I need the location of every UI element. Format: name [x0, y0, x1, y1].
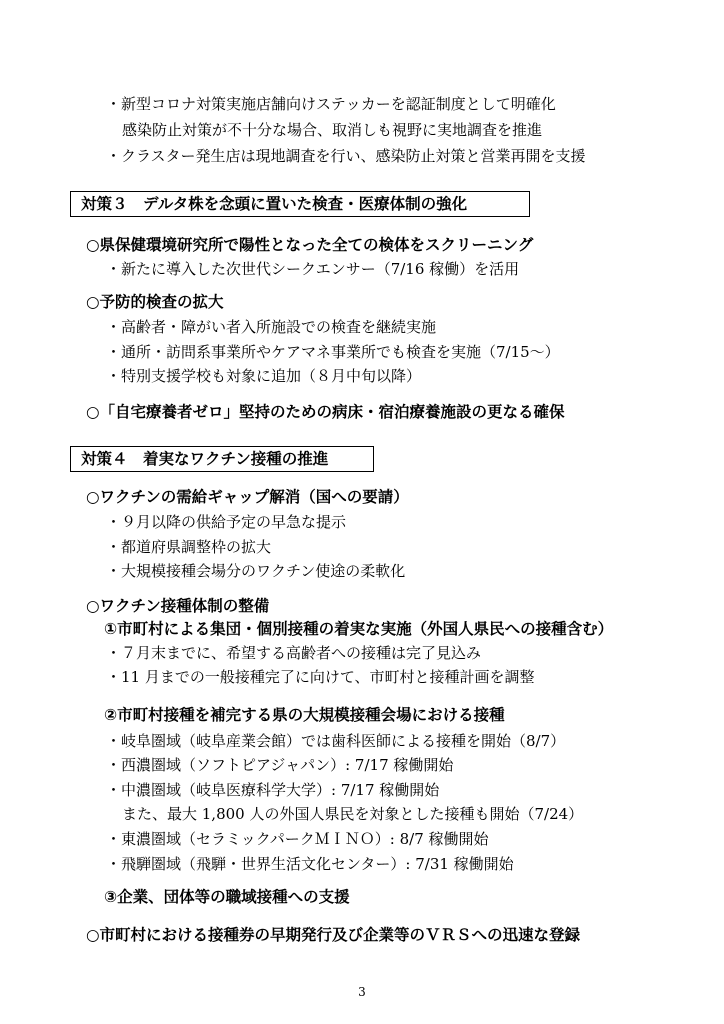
- bullet-elderly-completion: ・７月末までに、希望する高齢者への接種は完了見込み: [106, 644, 482, 662]
- subheading-workplace-support: ③企業、団体等の職域接種への支援: [104, 888, 350, 906]
- page-number: 3: [358, 985, 366, 999]
- heading-home-care-zero: ○「自宅療養者ゼロ」堅持のための病床・宿泊療養施設の更なる確保: [86, 403, 565, 421]
- bullet-gifu-area: ・岐阜圏域（岐阜産業会館）では歯科医師による接種を開始（8/7）: [106, 732, 566, 750]
- bullet-flexible-use: ・大規模接種会場分のワクチン使途の柔軟化: [106, 562, 406, 580]
- measure-4-title: 対策４ 着実なワクチン接種の推進: [70, 446, 374, 472]
- bullet-sequencer: ・新たに導入した次世代シークエンサー（7/16 稼働）を活用: [106, 260, 520, 278]
- bullet-day-services: ・通所・訪問系事業所やケアマネ事業所でも検査を実施（7/15～）: [106, 343, 560, 361]
- bullet-hida-area: ・飛騨圏域（飛騨・世界生活文化センター）: 7/31 稼働開始: [106, 855, 514, 873]
- bullet-cluster-support: ・クラスター発生店は現地調査を行い、感染防止対策と営業再開を支援: [106, 147, 586, 165]
- heading-vaccination-system: ○ワクチン接種体制の整備: [86, 597, 270, 615]
- bullet-supply-schedule: ・９月以降の供給予定の早急な提示: [106, 513, 347, 531]
- subheading-municipal-vaccination: ①市町村による集団・個別接種の着実な実施（外国人県民への接種含む）: [104, 620, 614, 638]
- bullet-chuno-area: ・中濃圏域（岐阜医療科学大学）: 7/17 稼働開始: [106, 781, 440, 799]
- bullet-special-schools: ・特別支援学校も対象に追加（８月中旬以降）: [106, 367, 422, 385]
- heading-preventive-testing: ○予防的検査の拡大: [86, 293, 224, 311]
- bullet-prefecture-quota: ・都道府県調整枠の拡大: [106, 538, 272, 556]
- bullet-elderly-facilities: ・高齢者・障がい者入所施設での検査を継続実施: [106, 318, 437, 336]
- bullet-seino-area: ・西濃圏域（ソフトピアジャパン）: 7/17 稼働開始: [106, 756, 454, 774]
- bullet-sticker-continuation: 感染防止対策が不十分な場合、取消しも視野に実地調査を推進: [122, 121, 543, 139]
- subheading-large-scale-venues: ②市町村接種を補完する県の大規模接種会場における接種: [104, 706, 505, 724]
- bullet-sticker-certification: ・新型コロナ対策実施店舗向けステッカーを認証制度として明確化: [106, 95, 556, 113]
- bullet-chuno-continuation: また、最大 1,800 人の外国人県民を対象とした接種も開始（7/24）: [122, 805, 584, 823]
- heading-screening: ○県保健環境研究所で陽性となった全ての検体をスクリーニング: [86, 236, 534, 254]
- heading-supply-gap: ○ワクチンの需給ギャップ解消（国への要請）: [86, 488, 409, 506]
- heading-early-ticket-issuance: ○市町村における接種券の早期発行及び企業等のＶＲＳへの迅速な登録: [86, 926, 581, 944]
- measure-3-title: 対策３ デルタ株を念頭に置いた検査・医療体制の強化: [70, 191, 530, 217]
- bullet-general-vaccination: ・11 月までの一般接種完了に向けて、市町村と接種計画を調整: [106, 668, 535, 686]
- bullet-tono-area: ・東濃圏域（セラミックパークＭＩＮＯ）: 8/7 稼働開始: [106, 830, 489, 848]
